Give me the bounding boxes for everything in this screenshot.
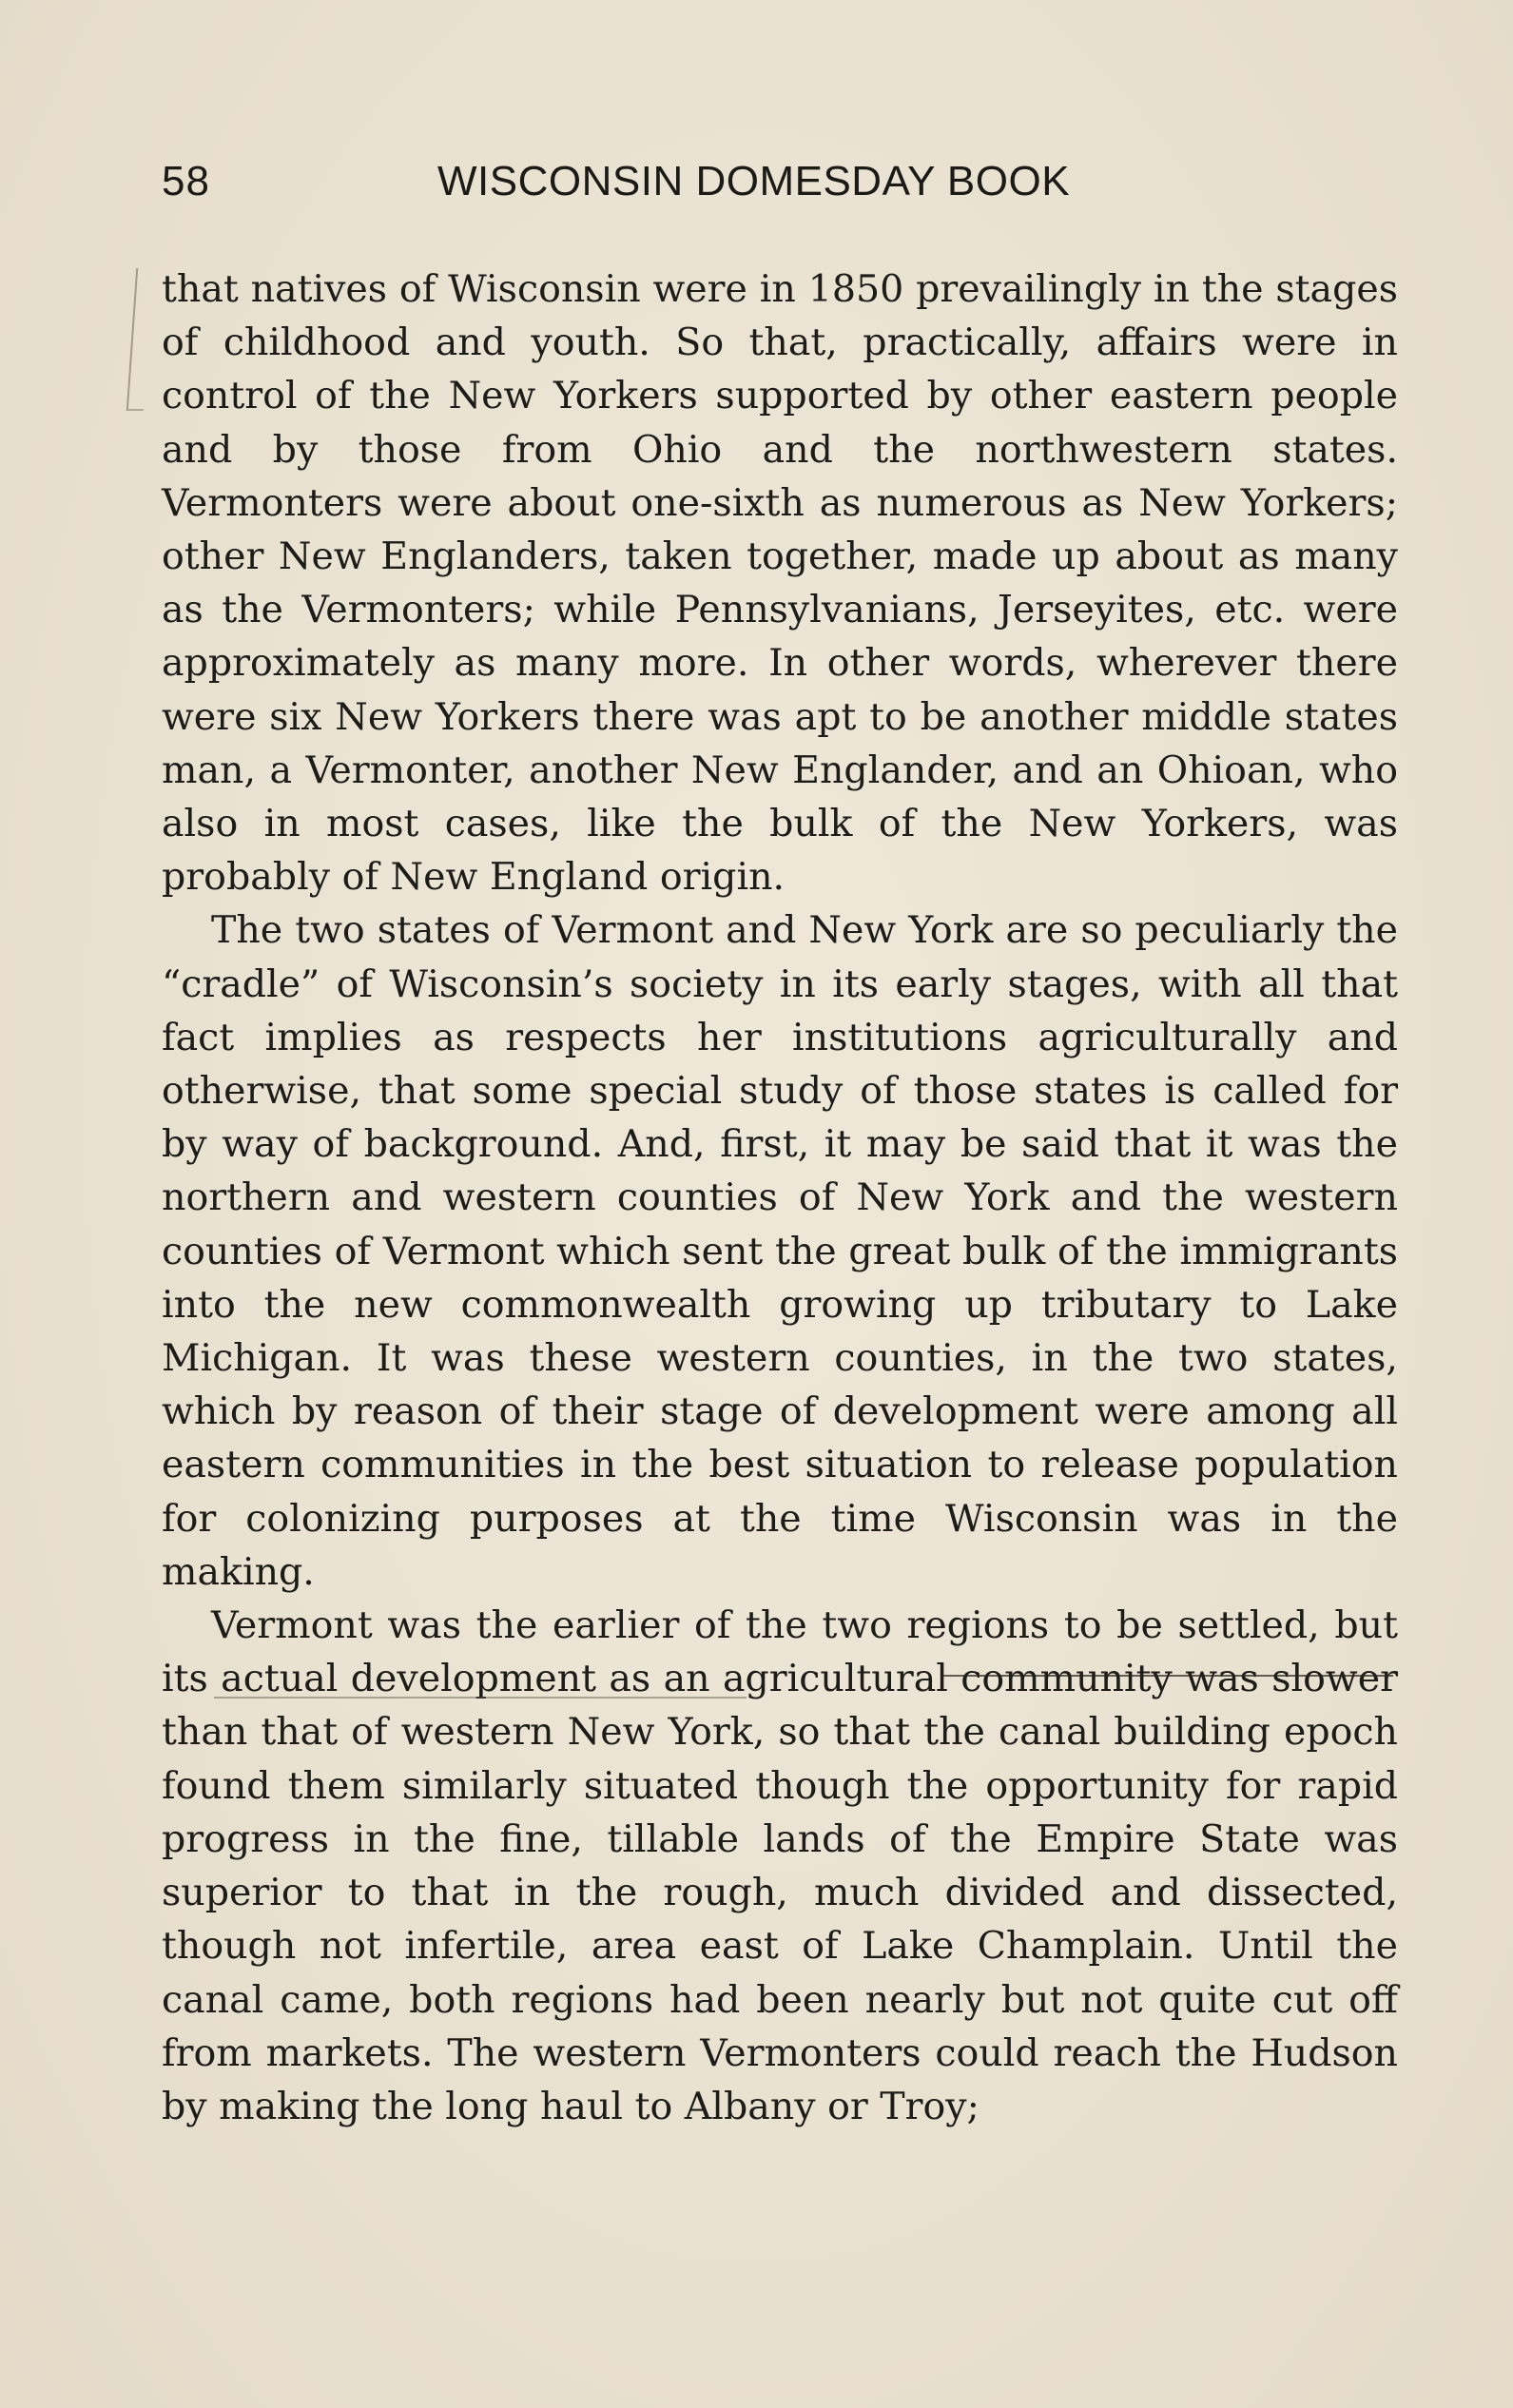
running-title: WISCONSIN DOMESDAY BOOK bbox=[437, 158, 1071, 204]
body-text bbox=[162, 262, 1398, 2133]
paragraph-cradle: The two states of Vermont and New York are so peculiarly the “cradle” of Wisconsin’s society in its early stages, with all that fact implies as respects her institutions agriculturally and otherwise, that some special study of those states is called for by way of background. And, first, it may be said that it was the northern and western counties of New York and the western counties of Vermont which sent the great bulk of the immigrants into the new commonwealth growing up tributary to Lake Michigan. It was these western counties, in the two states, which by reason of their stage of development were among all eastern communities in the best situation to release population for colonizing purposes at the time Wisconsin was in the making. bbox=[162, 908, 1398, 1594]
paragraph-vermont: Vermont was the earlier of the two regions to be settled, but its actual development as an agricultural community was slower than that of western New York, so that the canal building epoch found them similarly situated though the opportunity for rapid progress in the fine, tillable lands of the Empire State was superior to that in the rough, much divided and dissected, though not infertile, area east of Lake Champlain. Until the canal came, both regions had been nearly but not quite cut off from markets. The western Vermonters could reach the Hudson by making the long haul to Albany or Troy; bbox=[162, 1603, 1398, 2128]
page-number: 58 bbox=[162, 158, 210, 204]
paragraph-continuation: that natives of Wisconsin were in 1850 prevailingly in the stages of childhood and youth. So that, practically, affairs were in control of the New Yorkers supported by other eastern people and by those from Ohio and the northwestern states. Vermonters were about one-sixth as numerous as New Yorkers; other New Englanders, taken together, made up about as many as the Vermonters; while Pennsylvanians, Jerseyites, etc. were approximately as many more. In other words, wherever there were six New Yorkers there was apt to be another middle states man, a Vermonter, another New Englander, and an Ohioan, who also in most cases, like the bulk of the New Yorkers, was probably of New England origin. bbox=[162, 267, 1398, 900]
running-head bbox=[162, 158, 1398, 215]
pencil-bracket-mark bbox=[126, 268, 153, 411]
